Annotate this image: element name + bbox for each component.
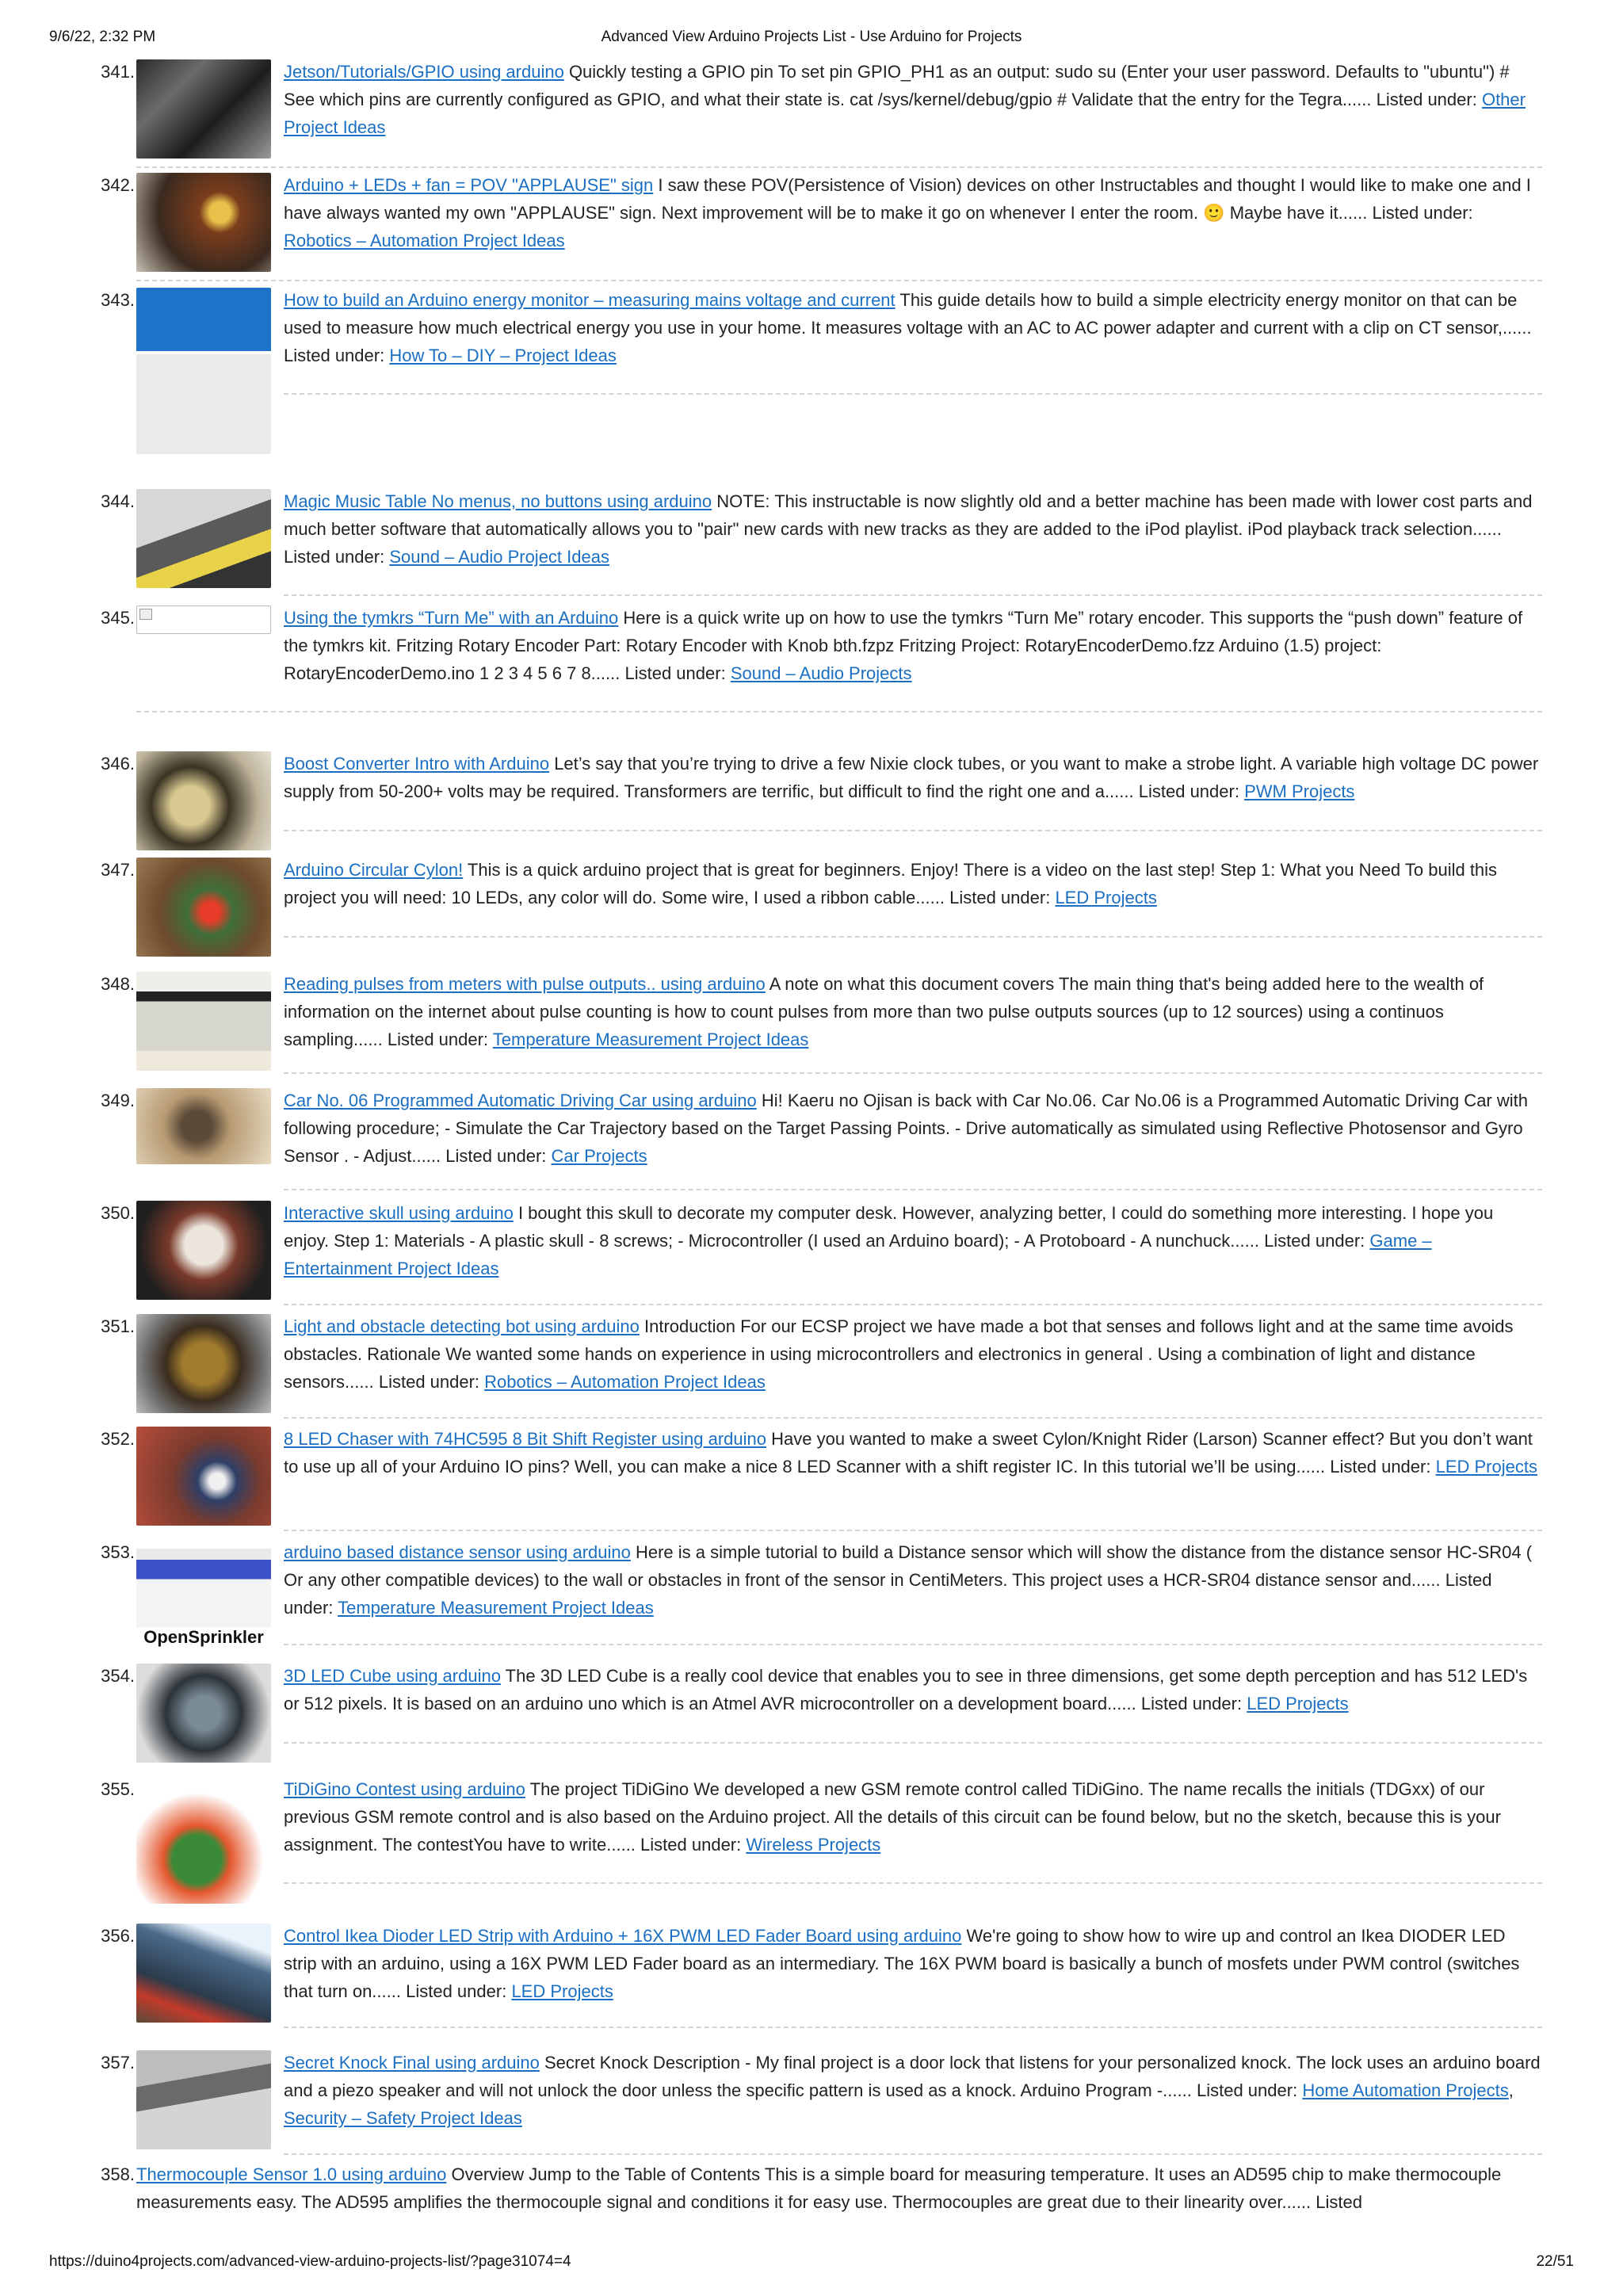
project-link[interactable]: Boost Converter Intro with Arduino xyxy=(284,754,550,774)
item-number: 353. xyxy=(101,1542,135,1562)
opensprinkler-photo-icon[interactable] xyxy=(136,1540,271,1649)
robot-photo-icon[interactable] xyxy=(136,1314,271,1413)
item-number: 354. xyxy=(101,1666,135,1686)
item-description xyxy=(284,604,1542,687)
separator xyxy=(284,2153,1542,2155)
listed-under-label: Listed under: xyxy=(1376,90,1477,109)
item-description xyxy=(284,1087,1542,1170)
category-link[interactable]: LED Projects xyxy=(1247,1694,1349,1713)
separator xyxy=(284,1530,1542,1531)
project-summary: The 3D LED Cube is a really cool device that enables you to see in three dimensions, get some depth perception and has 512 LED's or 512 pixels. It is based on an arduino uno which is an Atmel AVR microcontroller on a development board...... xyxy=(284,1666,1528,1713)
separator xyxy=(284,1072,1542,1074)
category-link[interactable]: Temperature Measurement Project Ideas xyxy=(492,1030,809,1049)
project-link[interactable]: TiDiGino Contest using arduino xyxy=(284,1779,525,1799)
item-description xyxy=(284,171,1542,254)
separator xyxy=(284,1304,1542,1305)
print-date: 9/6/22, 2:32 PM xyxy=(49,29,156,45)
item-description xyxy=(284,856,1542,911)
smiley-icon: 🙂 xyxy=(1203,203,1225,223)
project-link[interactable]: Using the tymkrs “Turn Me” with an Arduino xyxy=(284,608,619,628)
separator xyxy=(284,594,1542,596)
project-link[interactable]: Control Ikea Dioder LED Strip with Arduino + 16X PWM LED Fader Board using arduino xyxy=(284,1926,962,1946)
item-number: 343. xyxy=(101,290,135,310)
project-summary: Introduction For our ECSP project we have made a bot that senses and follows light and at the same time avoids obstacles. Rationale We wanted some hands on experience in using microcontrollers and electronics in general . Using a combination of light and distance sensors...... xyxy=(284,1316,1514,1392)
item-description xyxy=(284,286,1542,369)
listed-under-label: Listed under: xyxy=(387,1030,489,1049)
item-number: 355. xyxy=(101,1779,135,1799)
item-number: 350. xyxy=(101,1203,135,1223)
project-link[interactable]: Secret Knock Final using arduino xyxy=(284,2053,540,2073)
item-number: 346. xyxy=(101,754,135,774)
listed-under-label: Listed under: xyxy=(1264,1231,1365,1251)
listed-under-label: Listed under: xyxy=(284,547,385,567)
project-link[interactable]: 3D LED Cube using arduino xyxy=(284,1666,501,1686)
listed-under-label: Listed under: xyxy=(1196,2080,1298,2100)
separator xyxy=(284,1189,1542,1190)
board-photo-icon[interactable] xyxy=(136,59,271,159)
item-description xyxy=(284,1538,1542,1622)
project-link[interactable]: How to build an Arduino energy monitor – measuring mains voltage and current xyxy=(284,290,896,310)
separator xyxy=(284,2027,1542,2028)
category-link[interactable]: Sound – Audio Project Ideas xyxy=(389,547,609,567)
category-link[interactable]: Wireless Projects xyxy=(746,1835,881,1855)
category-link[interactable]: Robotics – Automation Project Ideas xyxy=(484,1372,766,1392)
door-lock-photo-icon[interactable] xyxy=(136,2050,271,2149)
category-link[interactable]: Temperature Measurement Project Ideas xyxy=(338,1598,654,1618)
project-link[interactable]: Jetson/Tutorials/GPIO using arduino xyxy=(284,62,564,82)
item-description xyxy=(284,1199,1542,1282)
thumbnail-caption: OpenSprinkler xyxy=(143,1627,264,1647)
item-number: 358. xyxy=(101,2164,135,2184)
item-number: 349. xyxy=(101,1091,135,1110)
item-description xyxy=(284,487,1542,571)
listed-under-partial: Listed xyxy=(1316,2192,1362,2212)
category-link[interactable]: How To – DIY – Project Ideas xyxy=(389,346,617,365)
project-link[interactable]: Arduino + LEDs + fan = POV "APPLAUSE" sign xyxy=(284,175,654,195)
pov-sign-photo-icon[interactable] xyxy=(136,173,271,272)
project-link[interactable]: Light and obstacle detecting bot using arduino xyxy=(284,1316,640,1336)
project-summary: Have you wanted to make a sweet Cylon/Knight Rider (Larson) Scanner effect? But you don’t want to use up all of your Arduino IO pins? Well, you can make a nice 8 LED Scanner with a shift register IC. In this tutorial we’ll be using...... xyxy=(284,1429,1533,1477)
item-number: 348. xyxy=(101,974,135,994)
project-summary: I bought this skull to decorate my computer desk. However, analyzing better, I could do something more interesting. I hope you enjoy. Step 1: Materials - A plastic skull - 8 screws; - Microcontroller (I used an Arduino board); - A Protoboard - A nunchuck...... xyxy=(284,1203,1494,1251)
boost-converter-photo-icon[interactable] xyxy=(136,751,271,850)
category-link[interactable]: Other Project Ideas xyxy=(284,90,1526,137)
page-number: 22/51 xyxy=(1536,2253,1574,2270)
meter-photo-icon[interactable] xyxy=(136,972,271,1071)
item-number: 357. xyxy=(101,2053,135,2073)
project-summary: This guide details how to build a simple electricity energy monitor on that can be used to measure how much electrical energy you use in your home. It measures voltage with an AC to AC power adapter and current with a clip on CT sensor,...... xyxy=(284,290,1532,338)
listed-under-label: Listed under: xyxy=(284,346,385,365)
listed-under-label: Listed under: xyxy=(406,1981,507,2001)
car-photo-icon[interactable] xyxy=(136,1088,271,1164)
item-number: 347. xyxy=(101,860,135,880)
item-description xyxy=(284,58,1542,141)
project-link[interactable]: Interactive skull using arduino xyxy=(284,1203,514,1223)
project-summary-tail: Maybe have it...... xyxy=(1229,203,1368,223)
category-link[interactable]: Sound – Audio Projects xyxy=(730,663,912,683)
breadboard-diagram-icon[interactable] xyxy=(136,288,271,454)
item-description xyxy=(284,1662,1542,1717)
project-summary: A note on what this document covers The main thing that's being added here to the wealth of information on the internet about pulse counting is how to count pulses from more than two pulse outputs sources (up to 12 sources) using a continuos sampling...... xyxy=(284,974,1484,1049)
project-summary: We're going to show how to wire up and control an Ikea DIODER LED strip with an arduino, using a 16X PWM LED Fader board as an intermediary. The 16X PWM board is basically a bunch of mosfets under PWM control (switches that turn on...... xyxy=(284,1926,1520,2001)
project-summary: The project TiDiGino We developed a new GSM remote control called TiDiGino. The name recalls the initials (TDGxx) of our previous GSM remote control and is also based on the Arduino project. All the details of this circuit can be found below, but no the sketch, because this is your assignment. The contestYou have to write...... xyxy=(284,1779,1501,1855)
project-summary: Here is a simple tutorial to build a Distance sensor which will show the distance from the distance sensor HC-SR04 ( Or any other compatible devices) to the wall or obstacles in front of the sensor in CentiMeters. This project uses a HCR-SR04 distance sensor and...... xyxy=(284,1542,1533,1590)
category-link[interactable]: PWM Projects xyxy=(1244,781,1355,801)
led-cube-photo-icon[interactable] xyxy=(136,1664,271,1763)
listed-under-label: Listed under: xyxy=(378,1372,480,1392)
item-description xyxy=(284,2049,1542,2132)
listed-under-label: Listed under: xyxy=(1330,1457,1431,1477)
separator xyxy=(284,936,1542,938)
separator xyxy=(284,1882,1542,1884)
project-summary: This is a quick arduino project that is great for beginners. Enjoy! There is a video on the last step! Step 1: What you Need To build this project you will need: 10 LEDs, any color will do. Some wire, I used a ribbon cable...... xyxy=(284,860,1498,907)
listed-under-label: Listed under: xyxy=(624,663,726,683)
separator xyxy=(284,830,1542,831)
led-chaser-photo-icon[interactable] xyxy=(136,1427,271,1526)
listed-under-label: Listed under: xyxy=(1140,1694,1243,1713)
listed-under-label: Listed under: xyxy=(1138,781,1239,801)
separator xyxy=(284,1644,1542,1645)
separator xyxy=(284,393,1542,395)
listed-under-label: Listed under: xyxy=(1372,203,1473,223)
separator xyxy=(284,1742,1542,1744)
item-description xyxy=(284,1312,1542,1396)
item-description xyxy=(136,2160,1542,2216)
item-number: 341. xyxy=(101,62,135,82)
comma: , xyxy=(1508,2080,1514,2100)
category-link[interactable]: LED Projects xyxy=(511,1981,613,2001)
project-summary: Let’s say that you’re trying to drive a few Nixie clock tubes, or you want to make a strobe light. A variable high voltage DC power supply from 50-200+ volts may be required. Transformers are terrific, but difficult to find the right one and a...... xyxy=(284,754,1539,801)
project-summary: I saw these POV(Persistence of Vision) devices on other Instructables and thought I would like to make one and I have always wanted my own "APPLAUSE" sign. Next improvement will be to make it go on whenever I enter the room. xyxy=(284,175,1531,223)
music-table-photo-icon[interactable] xyxy=(136,489,271,588)
project-link[interactable]: Reading pulses from meters with pulse outputs.. using arduino xyxy=(284,974,766,994)
item-number: 344. xyxy=(101,491,135,511)
category-link[interactable]: LED Projects xyxy=(1055,888,1157,907)
item-number: 351. xyxy=(101,1316,135,1336)
project-summary: Hi! Kaeru no Ojisan is back with Car No.06. Car No.06 is a Programmed Automatic Driving Car with following procedure; - Simulate the Car Trajectory based on the Target Passing Points. - Drive automatically as simulated using Reflective Photosensor and Gyro Sensor . - Adjust...... xyxy=(284,1091,1528,1166)
listed-under-label: Listed under: xyxy=(949,888,1051,907)
separator xyxy=(136,280,1542,281)
item-description xyxy=(284,1922,1542,2005)
project-link[interactable]: 8 LED Chaser with 74HC595 8 Bit Shift Register using arduino xyxy=(284,1429,766,1449)
separator xyxy=(136,166,1542,168)
separator xyxy=(136,711,1542,712)
page-url: https://duino4projects.com/advanced-view-arduino-projects-list/?page31074=4 xyxy=(49,2253,571,2270)
item-description xyxy=(284,1425,1542,1480)
project-summary: Overview Jump to the Table of Contents This is a simple board for measuring temperature. It uses an AD595 chip to make thermocouple measurements easy. The AD595 amplifies the thermocouple signal and conditions it for easy use. Thermocouples are great due to their linearity over...... xyxy=(136,2164,1502,2212)
category-link[interactable]: Home Automation Projects xyxy=(1302,2080,1509,2100)
project-link[interactable]: Arduino Circular Cylon! xyxy=(284,860,464,880)
item-number: 345. xyxy=(101,608,135,628)
item-number: 356. xyxy=(101,1926,135,1946)
project-summary: Quickly testing a GPIO pin To set pin GPIO_PH1 as an output: sudo su (Enter your user password. Defaults to "ubuntu") # See which pins are currently configured as GPIO, and what their state is. cat /sys/kernel/debug/gpio # Validate that the entry for the Tegra...... xyxy=(284,62,1510,109)
skull-photo-icon[interactable] xyxy=(136,1201,271,1300)
category-link-2[interactable]: Security – Safety Project Ideas xyxy=(284,2108,522,2128)
listed-under-label: Listed under: xyxy=(445,1146,547,1166)
page-title: Advanced View Arduino Projects List - Use Arduino for Projects xyxy=(601,29,1022,45)
project-link[interactable]: Magic Music Table No menus, no buttons using arduino xyxy=(284,491,712,511)
separator xyxy=(284,1417,1542,1419)
gsm-board-photo-icon[interactable] xyxy=(136,1777,271,1904)
project-summary: Here is a quick write up on how to use the tymkrs “Turn Me” rotary encoder. This supports the “push down” feature of the tymkrs kit. Fritzing Rotary Encoder Part: Rotary Encoder with Knob bth.fzpz Fritzing Project: RotaryEncoderDemo.fzz Arduino (1.5) project: RotaryEncoderDemo.ino 1 2 3 4 5 6 7 8...... xyxy=(284,608,1523,683)
item-description xyxy=(284,1775,1542,1859)
category-link[interactable]: Robotics – Automation Project Ideas xyxy=(284,231,565,250)
cylon-photo-icon[interactable] xyxy=(136,858,271,957)
project-link[interactable]: Car No. 06 Programmed Automatic Driving Car using arduino xyxy=(284,1091,757,1110)
project-summary: Secret Knock Description - My final project is a door lock that listens for your personalized knock. The lock uses an arduino board and a piezo speaker and will not unlock the door unless the specific pattern is used as a knock. Arduino Program -...... xyxy=(284,2053,1541,2100)
led-strip-photo-icon[interactable] xyxy=(136,1924,271,2023)
listed-under-label: Listed under: xyxy=(284,1570,1492,1618)
category-link[interactable]: Game – Entertainment Project Ideas xyxy=(284,1231,1432,1278)
listed-under-label: Listed under: xyxy=(640,1835,742,1855)
item-number: 342. xyxy=(101,175,135,195)
category-link[interactable]: LED Projects xyxy=(1435,1457,1537,1477)
item-description xyxy=(284,970,1542,1053)
category-link[interactable]: Car Projects xyxy=(551,1146,647,1166)
item-number: 352. xyxy=(101,1429,135,1449)
broken-image-icon xyxy=(136,606,271,634)
project-summary: NOTE: This instructable is now slightly old and a better machine has been made with lower cost parts and much better software that automatically allows you to "pair" new cards with new tracks as they are added to the iPod playlist. iPod playback track selection...... xyxy=(284,491,1533,539)
item-description xyxy=(284,750,1542,805)
project-link[interactable]: arduino based distance sensor using arduino xyxy=(284,1542,631,1562)
project-link[interactable]: Thermocouple Sensor 1.0 using arduino xyxy=(136,2164,447,2184)
